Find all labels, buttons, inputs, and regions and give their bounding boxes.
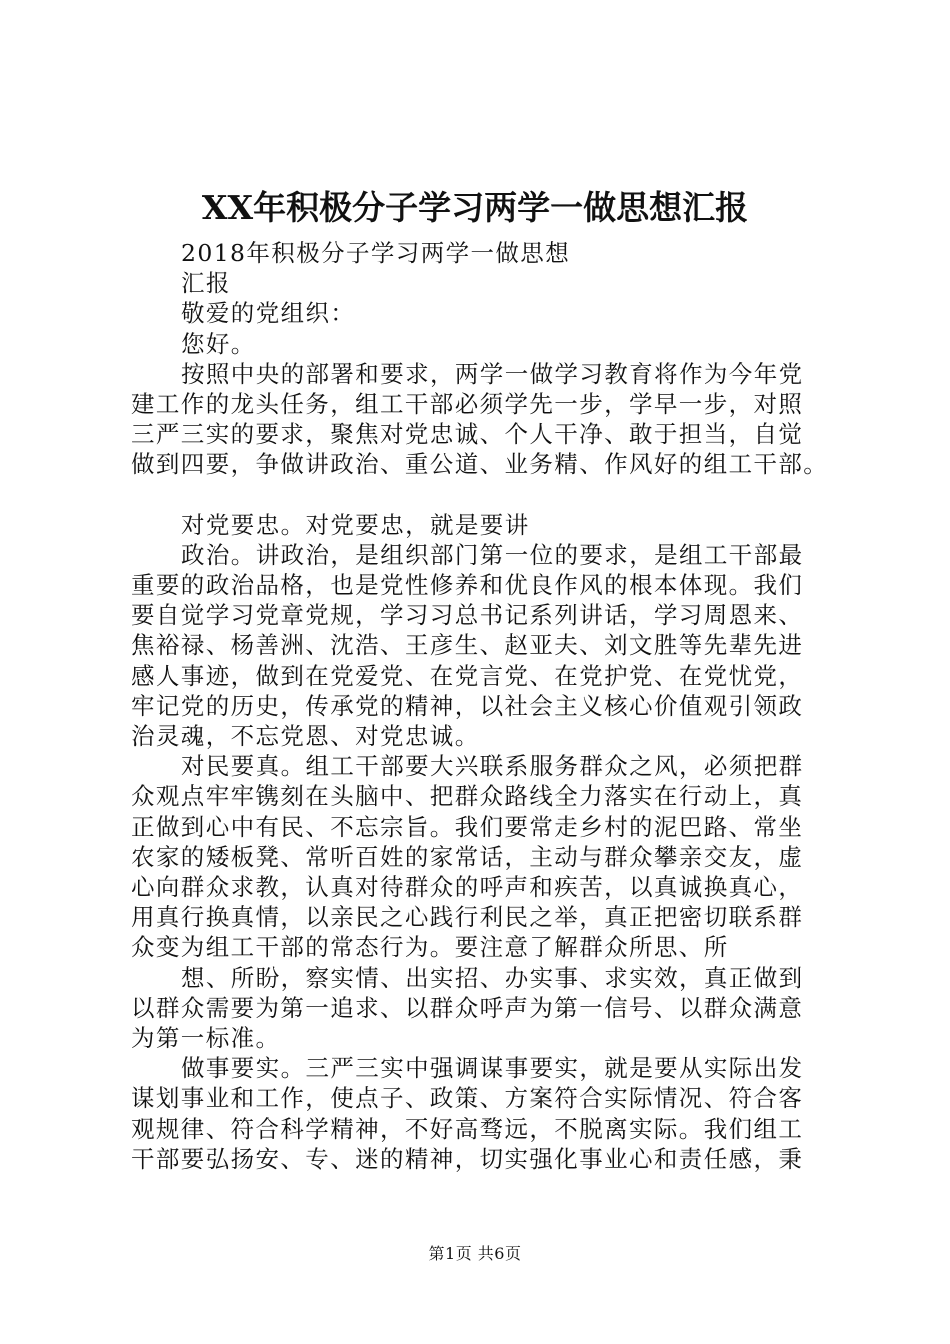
text-line: 众变为组工干部的常态行为。要注意了解群众所思、所 [131,933,729,962]
text-line: 心向群众求教，认真对待群众的呼声和疾苦，以真诚换真心， [131,873,804,902]
text-line: 做到四要，争做讲政治、重公道、业务精、作风好的组工干部。 [131,450,829,479]
text-line: 农家的矮板凳、常听百姓的家常话，主动与群众攀亲交友，虚 [131,842,804,871]
paragraph [131,510,836,540]
text-line: 要自觉学习党章党规，学习习总书记系列讲话，学习周恩来、 [131,601,804,630]
text-line: 对民要真。组工干部要大兴联系服务群众之风，必须把群 [181,752,804,781]
salutation: 敬爱的党组织： [181,299,356,328]
greeting: 您好。 [181,329,256,358]
text-line: 三严三实的要求，聚焦对党忠诚、个人干净、敢于担当，自觉 [131,420,804,449]
paragraph [131,963,836,1054]
paragraph [131,1053,836,1174]
paragraph [131,359,836,480]
paragraph-gap [131,480,836,510]
text-line: 做事要实。三严三实中强调谋事要实，就是要从实际出发 [181,1054,804,1083]
paragraph [131,540,836,751]
text-line: 重要的政治品格，也是党性修养和优良作风的根本体现。我们 [131,571,804,600]
text-line: 建工作的龙头任务，组工干部必须学先一步，学早一步，对照 [131,390,804,419]
heading-line: 2018年积极分子学习两学一做思想 [181,239,571,267]
paragraph [131,751,836,962]
text-line: 干部要弘扬安、专、迷的精神，切实强化事业心和责任感，秉 [131,1144,804,1173]
text-line: 牢记党的历史，传承党的精神，以社会主义核心价值观引领政 [131,691,804,720]
document-body [131,238,836,1174]
text-line: 谋划事业和工作，使点子、政策、方案符合实际情况、符合客 [131,1084,804,1113]
text-line: 政治。讲政治，是组织部门第一位的要求，是组工干部最 [181,540,804,569]
text-line: 以群众需要为第一追求、以群众呼声为第一信号、以群众满意 [131,993,804,1022]
heading-line: 汇报 [181,269,231,298]
text-line: 正做到心中有民、不忘宗旨。我们要常走乡村的泥巴路、常坐 [131,812,804,841]
text-line: 治灵魂，不忘党恩、对党忠诚。 [131,722,480,751]
text-line: 观规律、符合科学精神，不好高骛远，不脱离实际。我们组工 [131,1114,804,1143]
page-footer: 第1页 共6页 [428,1244,522,1263]
text-line: 焦裕禄、杨善洲、沈浩、王彦生、赵亚夫、刘文胜等先辈先进 [131,631,804,660]
text-line: 众观点牢牢镌刻在头脑中、把群众路线全力落实在行动上，真 [131,782,804,811]
text-line: 对党要忠。对党要忠，就是要讲 [181,510,530,539]
text-line: 想、所盼，察实情、出实招、办实事、求实效，真正做到 [181,963,804,992]
text-line: 为第一标准。 [131,1024,281,1053]
text-line: 感人事迹，做到在党爱党、在党言党、在党护党、在党忧党， [131,661,804,690]
text-line: 按照中央的部署和要求，两学一做学习教育将作为今年党 [181,359,804,388]
document-title: XX年积极分子学习两学一做思想汇报 [201,188,749,227]
text-line: 用真行换真情，以亲民之心践行利民之举，真正把密切联系群 [131,903,804,932]
